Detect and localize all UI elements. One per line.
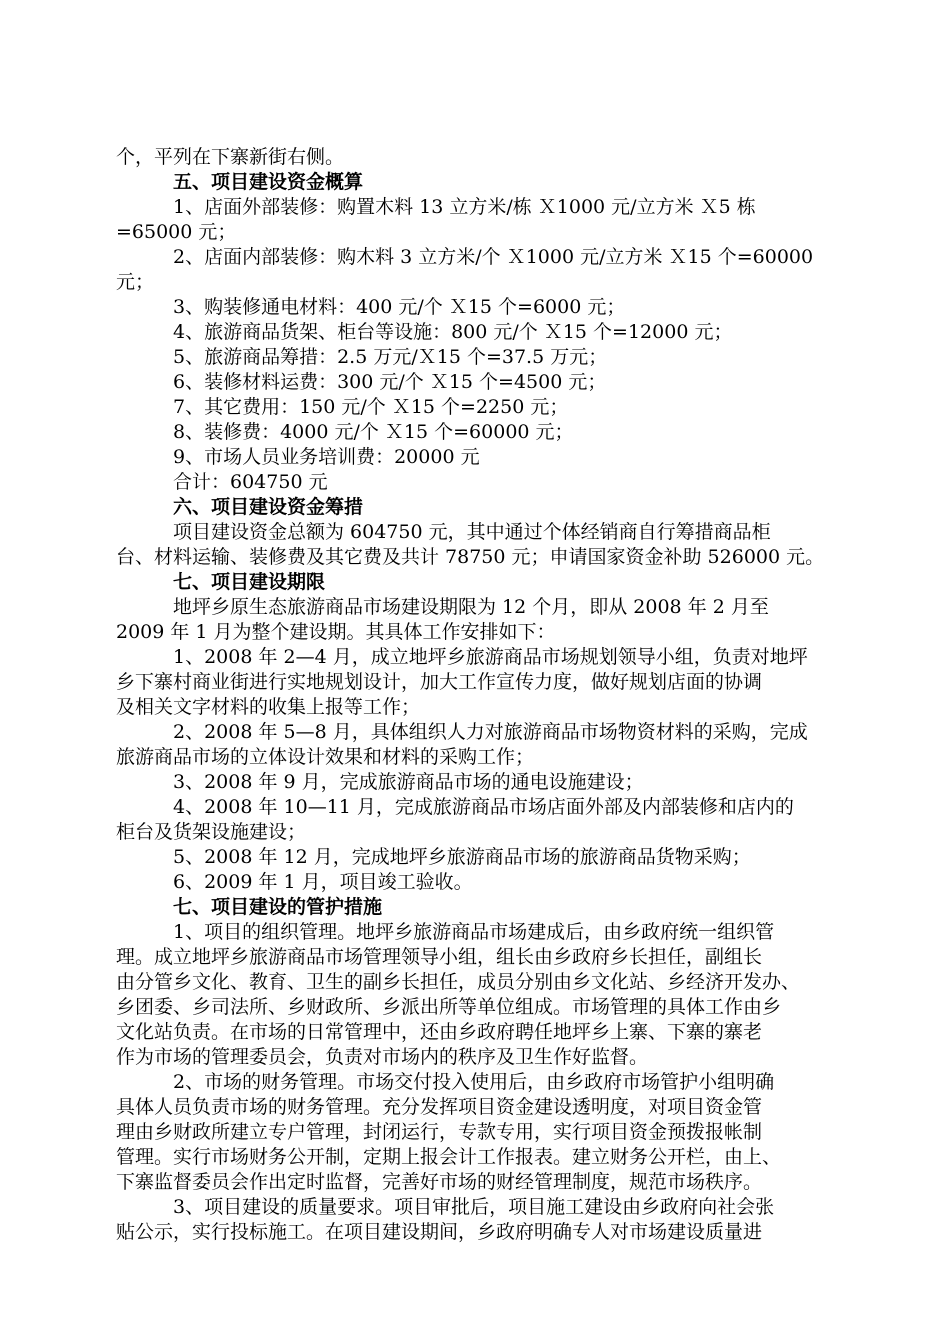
text-line: 8、装修费：4000 元/个 Ｘ15 个=60000 元； bbox=[173, 421, 574, 443]
text-line: 地坪乡原生态旅游商品市场建设期限为 12 个月，即从 2008 年 2 月至 bbox=[173, 596, 769, 618]
text-line: 及相关文字材料的收集上报等工作； bbox=[116, 696, 421, 718]
text-line: 4、旅游商品货架、柜台等设施：800 元/个 Ｘ15 个=12000 元； bbox=[173, 321, 733, 343]
text-line: 2、店面内部装修：购木料 3 立方米/个 Ｘ1000 元/立方米 Ｘ15 个=60000 bbox=[173, 246, 814, 268]
text-line: 作为市场的管理委员会，负责对市场内的秩序及卫生作好监督。 bbox=[116, 1046, 649, 1068]
text-line: 2009 年 1 月为整个建设期。其具体工作安排如下： bbox=[116, 621, 556, 643]
text-line: 文化站负责。在市场的日常管理中，还由乡政府聘任地坪乡上寨、下寨的寨老 bbox=[116, 1021, 763, 1043]
text-line: =65000 元； bbox=[116, 221, 237, 243]
text-line: 6、装修材料运费：300 元/个 Ｘ15 个=4500 元； bbox=[173, 371, 607, 393]
text-line: 2、2008 年 5—8 月，具体组织人力对旅游商品市场物资材料的采购，完成 bbox=[173, 721, 808, 743]
text-line: 3、2008 年 9 月，完成旅游商品市场的通电设施建设； bbox=[173, 771, 644, 793]
document-body bbox=[116, 145, 860, 1245]
text-line: 理由乡财政所建立专户管理，封闭运行，专款专用，实行项目资金预拨报帐制 bbox=[116, 1121, 763, 1143]
text-line: 贴公示，实行投标施工。在项目建设期间，乡政府明确专人对市场建设质量进 bbox=[116, 1221, 763, 1243]
text-line: 项目建设资金总额为 604750 元，其中通过个体经销商自行筹措商品柜 bbox=[173, 521, 771, 543]
text-line: 管理。实行市场财务公开制，定期上报会计工作报表。建立财务公开栏，由上、 bbox=[116, 1146, 782, 1168]
text-line: 7、其它费用：150 元/个 Ｘ15 个=2250 元； bbox=[173, 396, 569, 418]
text-line: 台、材料运输、装修费及其它费及共计 78750 元；申请国家资金补助 526000 元。 bbox=[116, 546, 825, 568]
section-heading: 五、项目建设资金概算 bbox=[173, 171, 364, 193]
text-line: 下寨监督委员会作出定时监督，完善好市场的财经管理制度，规范市场秩序。 bbox=[116, 1171, 763, 1193]
text-line: 4、2008 年 10—11 月，完成旅游商品市场店面外部及内部装修和店内的 bbox=[173, 796, 794, 818]
text-line: 乡团委、乡司法所、乡财政所、乡派出所等单位组成。市场管理的具体工作由乡 bbox=[116, 996, 782, 1018]
text-line: 1、店面外部装修：购置木料 13 立方米/栋 Ｘ1000 元/立方米 Ｘ5 栋 bbox=[173, 196, 756, 218]
section-heading: 六、项目建设资金筹措 bbox=[173, 496, 364, 518]
section-heading: 七、项目建设期限 bbox=[173, 571, 326, 593]
text-line: 1、项目的组织管理。地坪乡旅游商品市场建成后，由乡政府统一组织管 bbox=[173, 921, 775, 943]
text-line: 具体人员负责市场的财务管理。充分发挥项目资金建设透明度，对项目资金管 bbox=[116, 1096, 763, 1118]
text-line: 理。成立地坪乡旅游商品市场管理领导小组，组长由乡政府乡长担任，副组长 bbox=[116, 946, 763, 968]
text-line: 个，平列在下寨新街右侧。 bbox=[116, 146, 345, 168]
text-line: 2、市场的财务管理。市场交付投入使用后，由乡政府市场管护小组明确 bbox=[173, 1071, 775, 1093]
text-line: 柜台及货架设施建设； bbox=[116, 821, 307, 843]
text-line: 旅游商品市场的立体设计效果和材料的采购工作； bbox=[116, 746, 535, 768]
section-heading: 七、项目建设的管护措施 bbox=[173, 896, 383, 918]
text-line: 6、2009 年 1 月，项目竣工验收。 bbox=[173, 871, 473, 893]
text-line: 3、购装修通电材料：400 元/个 Ｘ15 个=6000 元； bbox=[173, 296, 626, 318]
text-line: 5、2008 年 12 月，完成地坪乡旅游商品市场的旅游商品货物采购； bbox=[173, 846, 751, 868]
text-line: 元； bbox=[116, 271, 155, 293]
text-line: 由分管乡文化、教育、卫生的副乡长担任，成员分别由乡文化站、乡经济开发办、 bbox=[116, 971, 801, 993]
text-line: 5、旅游商品筹措：2.5 万元/Ｘ15 个=37.5 万元； bbox=[173, 346, 608, 368]
text-line: 3、项目建设的质量要求。项目审批后，项目施工建设由乡政府向社会张 bbox=[173, 1196, 775, 1218]
text-line: 乡下寨村商业街进行实地规划设计，加大工作宣传力度，做好规划店面的协调 bbox=[116, 671, 763, 693]
text-line: 9、市场人员业务培训费：20000 元 bbox=[173, 446, 480, 468]
text-line: 1、2008 年 2—4 月，成立地坪乡旅游商品市场规划领导小组，负责对地坪 bbox=[173, 646, 808, 668]
text-line: 合计：604750 元 bbox=[173, 471, 328, 493]
